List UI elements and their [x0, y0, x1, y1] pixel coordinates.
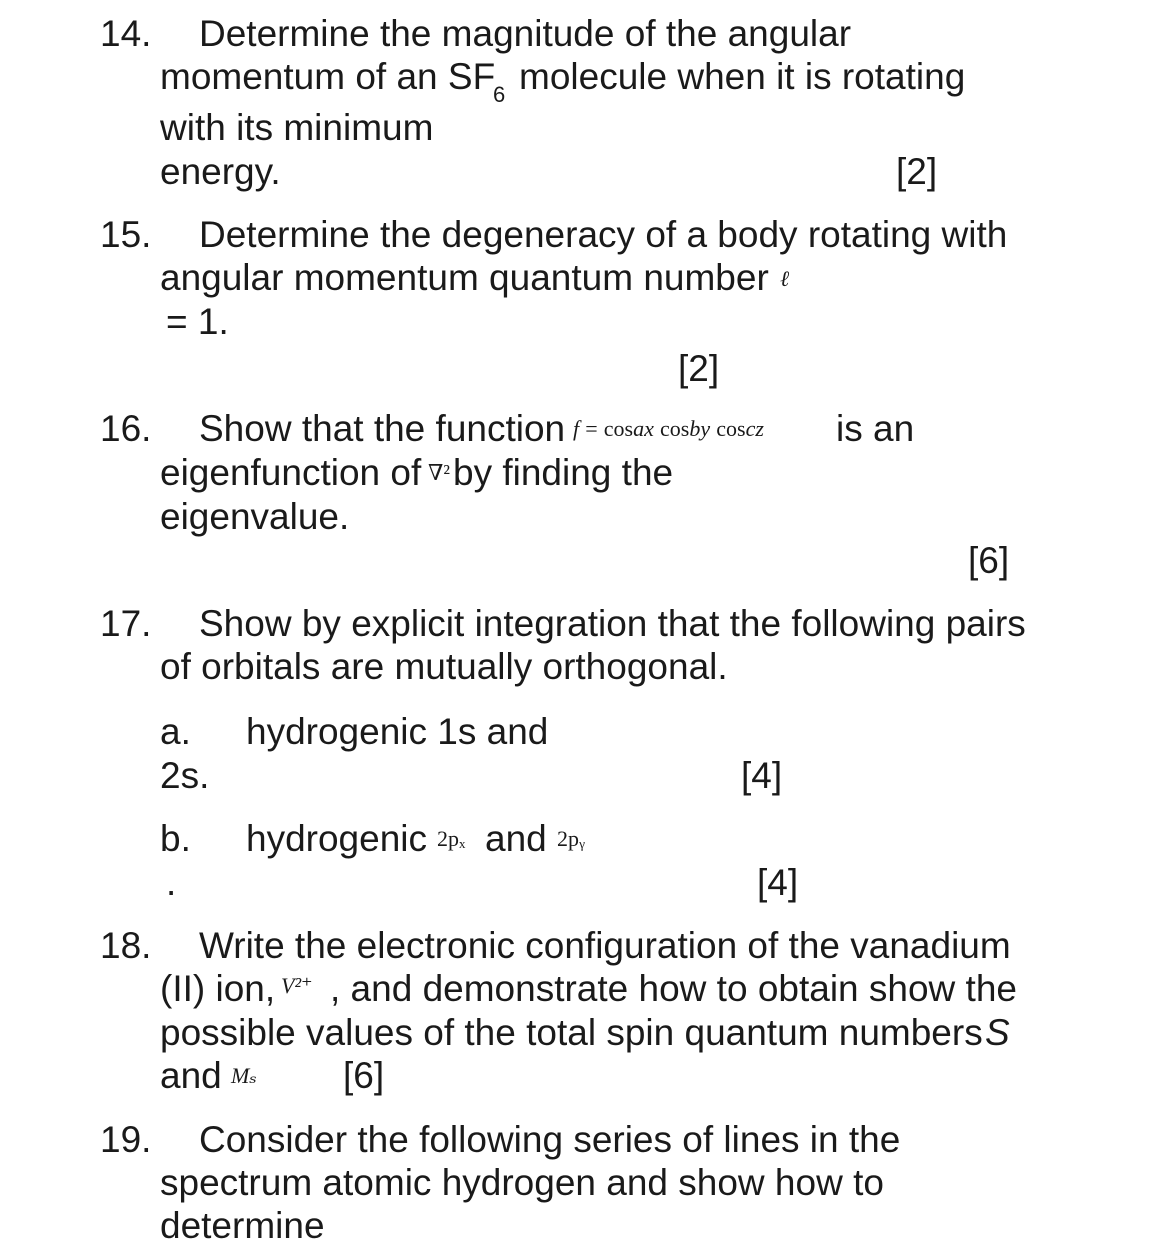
q17a-marks: [4] [741, 755, 783, 796]
q15-number: 15. [100, 214, 152, 255]
q16-line-2a: eigenfunction of [160, 452, 422, 493]
q17a-text: hydrogenic 1s and [246, 711, 549, 752]
q16-number: 16. [100, 408, 152, 449]
q18-number: 18. [100, 925, 152, 966]
q14-line-1: Determine the magnitude of the angular [199, 13, 852, 54]
q17b-dot: . [166, 862, 177, 903]
q16-marks: [6] [968, 540, 1010, 581]
q17-line-1: Show by explicit integration that the following pairs [199, 603, 1026, 644]
q17-number: 17. [100, 603, 152, 644]
q17a-label: a. [160, 711, 191, 752]
q16-line-2b: by finding the [453, 452, 674, 493]
q14-marks: [2] [896, 151, 938, 192]
q16-nabla-squared: ∇² [428, 460, 450, 485]
q15-line-2: angular momentum quantum number [160, 257, 769, 298]
q14-line-2b: molecule when it is rotating [519, 56, 966, 97]
q16-cos-3: cos [716, 416, 746, 441]
q18-S-symbol: S [985, 1012, 1010, 1053]
q17b-2px: 2pₓ [437, 826, 466, 851]
q17-line-2: of orbitals are mutually orthogonal. [160, 646, 728, 687]
q16-line-3: eigenvalue. [160, 496, 350, 537]
q18-marks: [6] [343, 1055, 385, 1096]
q17b-and: and [485, 818, 547, 859]
q18-line-4a: and [160, 1055, 222, 1096]
q15-line-3: = 1. [166, 301, 229, 342]
q17b-label: b. [160, 818, 191, 859]
q16-cos-1: cos [603, 416, 634, 441]
q15-line-1: Determine the degeneracy of a body rotating with [199, 214, 1008, 255]
q15-marks: [2] [678, 348, 720, 389]
q17b-marks: [4] [757, 862, 799, 903]
q18-line-1: Write the electronic configuration of the vanadium [199, 925, 1011, 966]
q17b-text: hydrogenic [246, 818, 428, 859]
q19-line-1: Consider the following series of lines in the [199, 1119, 901, 1160]
q14-line-2a: momentum of an SF [160, 56, 496, 97]
q16-line-1a: Show that the function [199, 408, 566, 449]
q16-cos-2: cos [660, 416, 690, 441]
q15-ell-symbol: ℓ [780, 266, 790, 291]
q16-equals: = [585, 416, 598, 441]
q16-cz: cz [745, 416, 764, 441]
q19-number: 19. [100, 1119, 152, 1160]
q14-line-4: energy. [160, 151, 281, 192]
q16-f: f [573, 416, 580, 441]
q16-line-1b: is an [836, 408, 915, 449]
q14-line-3: with its minimum [160, 107, 434, 148]
q17a-continued: 2s. [160, 755, 210, 796]
q19-line-2: spectrum atomic hydrogen and show how to [160, 1162, 884, 1203]
q16-ax: ax [633, 416, 654, 441]
q14-subscript: 6 [493, 82, 506, 107]
q18-line-3: possible values of the total spin quantum numbers [160, 1012, 983, 1053]
q18-line-2b: , and demonstrate how to obtain show the [330, 968, 1017, 1009]
q16-by: by [689, 416, 711, 441]
q19-line-3: determine [160, 1205, 325, 1246]
q18-ion-symbol: V²⁺ [281, 973, 313, 998]
q18-Ms-symbol: Mₛ [231, 1063, 257, 1088]
q14-number: 14. [100, 13, 152, 54]
q17b-2py: 2pᵧ [557, 826, 585, 851]
q16-equation [573, 418, 764, 440]
q18-line-2a: (II) ion, [160, 968, 276, 1009]
